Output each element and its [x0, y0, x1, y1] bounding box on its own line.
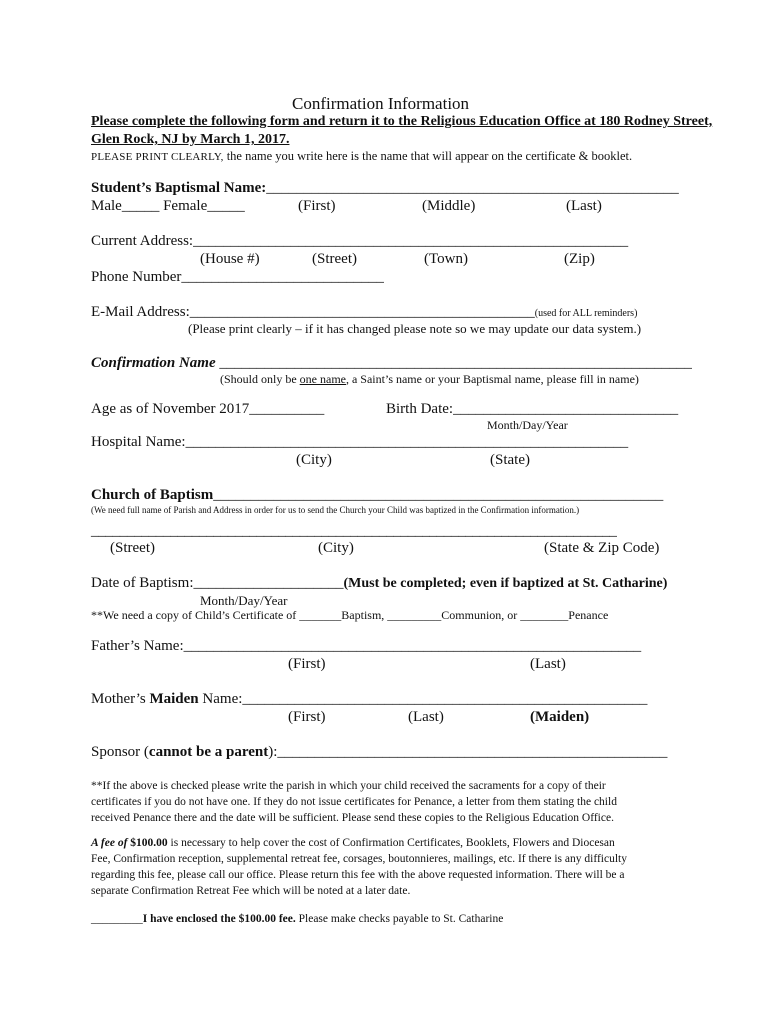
- house-caption: (House #): [200, 251, 260, 267]
- email-reminder-note: (used for ALL reminders): [534, 308, 638, 319]
- church-address-note: (We need full name of Parish and Address in order for us to send the Church your Child was baptized in the Confirmation information.): [91, 505, 580, 515]
- phone-number-field[interactable]: Phone Number___________________________: [91, 269, 384, 285]
- fee-line-1: [91, 838, 615, 850]
- print-clearly-caps: PLEASE PRINT CLEARLY,: [91, 151, 224, 163]
- church-address-blank[interactable]: _________________________________________________________________________: [91, 523, 617, 539]
- confirmation-name-label: Confirmation Name: [91, 355, 216, 371]
- baptism-date-label: Date of Baptism:____________________: [91, 575, 344, 591]
- sponsor-label-bold: cannot be a parent: [148, 744, 269, 760]
- father-first-caption: (First): [288, 656, 326, 672]
- birth-date-format: Month/Day/Year: [487, 418, 568, 432]
- hospital-state-caption: (State): [490, 452, 530, 468]
- fee-line-4: separate Confirmation Retreat Fee which will be noted at a later date.: [91, 885, 411, 897]
- fee-enclosed-field[interactable]: [91, 914, 503, 926]
- instructions-line-2: Glen Rock, NJ by March 1, 2017.: [91, 132, 290, 147]
- sacrament-note-line-1: **If the above is checked please write the parish in which your child received the sacraments for a copy of their: [91, 780, 606, 792]
- father-name-label: Father’s Name:: [91, 638, 184, 654]
- mother-label-a: Mother’s: [91, 691, 150, 707]
- father-name-blank[interactable]: _____________________________________________________________: [183, 638, 642, 654]
- church-of-baptism-field[interactable]: [91, 488, 663, 503]
- mother-first-caption: (First): [288, 709, 326, 725]
- hospital-city-caption: (City): [296, 452, 332, 468]
- email-label: E-Mail Address:: [91, 304, 190, 320]
- birth-date-field[interactable]: Birth Date:______________________________: [386, 401, 679, 417]
- sacrament-note-line-2: certificates if you do not have one. If they do not issue certificates for Penance, a letter from them stating the child: [91, 796, 617, 808]
- fee-lead: A fee of: [91, 837, 128, 849]
- mother-label-c: Name:: [198, 691, 243, 707]
- confirmation-name-note: [220, 373, 639, 385]
- town-caption: (Town): [424, 251, 468, 267]
- student-name-label: Student’s Baptismal Name:: [91, 180, 267, 196]
- student-middle-caption: (Middle): [422, 198, 476, 214]
- current-address-blank[interactable]: __________________________________________________________: [193, 233, 629, 249]
- street-caption: (Street): [312, 251, 357, 267]
- certificate-copy-note[interactable]: **We need a copy of Child’s Certificate of _______Baptism, _________Communion, or ________Penance: [91, 608, 609, 622]
- baptism-date-field[interactable]: [91, 576, 667, 591]
- mother-maiden-name-field[interactable]: [91, 692, 647, 707]
- father-name-field[interactable]: [91, 639, 641, 654]
- fee-enclosed-label: I have enclosed the $100.00 fee.: [142, 913, 296, 925]
- current-address-label: Current Address:: [91, 233, 194, 249]
- mother-name-blank[interactable]: ______________________________________________________: [242, 691, 648, 707]
- hospital-name-label: Hospital Name:: [91, 434, 186, 450]
- confirmation-note-a: (Should only be: [220, 372, 300, 386]
- sponsor-field[interactable]: [91, 745, 667, 760]
- baptism-date-note: (Must be completed; even if baptized at St. Catharine): [343, 576, 668, 591]
- church-city-caption: (City): [318, 540, 354, 556]
- hospital-name-field[interactable]: [91, 435, 628, 450]
- sponsor-label-c: ):: [268, 744, 278, 760]
- sponsor-label-a: Sponsor (: [91, 744, 149, 760]
- email-blank[interactable]: ______________________________________________: [189, 304, 535, 320]
- email-update-note: (Please print clearly – if it has changed please note so we may update our data system.): [188, 321, 642, 336]
- sacrament-note-line-3: received Penance there and the date will be sufficient. Please send these copies to the Religious Education Office.: [91, 812, 614, 824]
- student-name-field[interactable]: [91, 181, 679, 196]
- father-last-caption: (Last): [530, 656, 566, 672]
- print-clearly-rest: the name you write here is the name that will appear on the certificate & booklet.: [223, 149, 633, 163]
- fee-amount: $100.00: [127, 837, 168, 849]
- gender-field[interactable]: Male_____ Female_____: [91, 198, 245, 214]
- sponsor-blank[interactable]: ____________________________________________________: [277, 744, 668, 760]
- confirmation-note-underlined: one name: [299, 372, 346, 386]
- student-first-caption: (First): [298, 198, 336, 214]
- baptism-date-format: Month/Day/Year: [200, 593, 288, 608]
- church-of-baptism-label: Church of Baptism: [91, 487, 214, 503]
- confirmation-name-blank[interactable]: _______________________________________________________________: [215, 355, 692, 371]
- mother-last-caption: (Last): [408, 709, 444, 725]
- fee-enclosed-blank[interactable]: _________: [91, 913, 143, 925]
- hospital-name-blank[interactable]: ___________________________________________________________: [185, 434, 629, 450]
- church-street-caption: (Street): [110, 540, 155, 556]
- fee-line-2: Fee, Confirmation reception, supplemental retreat fee, corsages, boutonnieres, mailings, etc. If there is any difficulty: [91, 853, 627, 865]
- print-clearly-note: [91, 150, 632, 163]
- student-last-caption: (Last): [566, 198, 602, 214]
- fee-line-3: regarding this fee, please call our office. Please return this fee with the above requested information. There will be a: [91, 869, 625, 881]
- church-state-zip-caption: (State & Zip Code): [544, 540, 660, 556]
- student-name-blank[interactable]: _______________________________________________________: [266, 180, 679, 196]
- church-of-baptism-blank[interactable]: ____________________________________________________________: [213, 487, 664, 503]
- fee-line-1-rest: is necessary to help cover the cost of Confirmation Certificates, Booklets, Flowers and Diocesan: [167, 837, 615, 849]
- instructions-line-1: Please complete the following form and return it to the Religious Education Office at 180 Rodney Street,: [91, 114, 713, 129]
- zip-caption: (Zip): [564, 251, 595, 267]
- mother-maiden-caption: (Maiden): [530, 709, 590, 725]
- email-field[interactable]: [91, 305, 637, 320]
- fee-enclosed-rest: Please make checks payable to St. Catharine: [295, 913, 504, 925]
- current-address-field[interactable]: [91, 234, 628, 249]
- age-field[interactable]: Age as of November 2017__________: [91, 401, 325, 417]
- confirmation-name-field[interactable]: [91, 356, 692, 371]
- mother-label-maiden: Maiden: [149, 691, 199, 707]
- confirmation-note-b: , a Saint’s name or your Baptismal name, please fill in name): [345, 372, 639, 386]
- page-title: Confirmation Information: [292, 94, 470, 113]
